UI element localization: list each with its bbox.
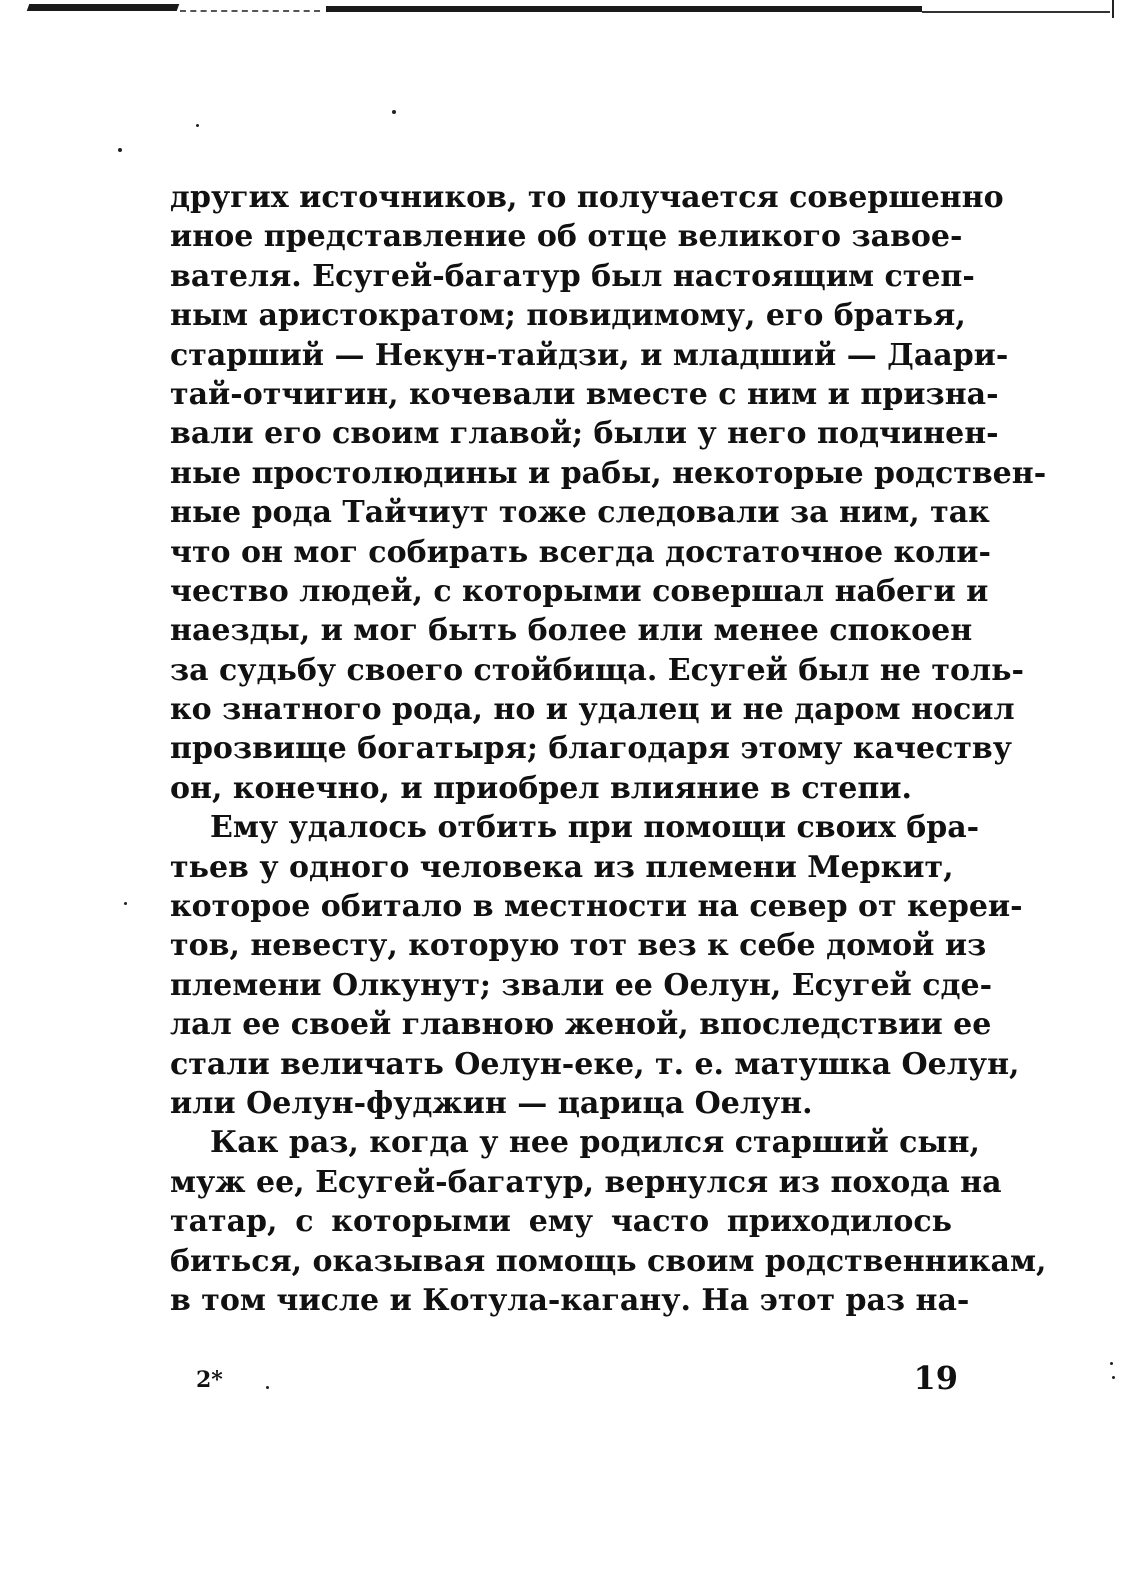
text-line: татар, с которыми ему часто приходилось: [170, 1204, 952, 1240]
text-line: ко знатного рода, но и удалец и не даром носил: [170, 692, 1015, 728]
text-line: в том числе и Котула-кагану. На этот раз на-: [170, 1282, 970, 1318]
text-line: тай-отчигин, кочевали вместе с ним и призна-: [170, 376, 999, 412]
text-line: ные рода Тайчиут тоже следовали за ним, так: [170, 495, 990, 531]
text-line: наезды, и мог быть более или менее спокоен: [170, 613, 973, 649]
text-line: Ему удалось отбить при помощи своих бра-: [210, 810, 980, 846]
text-line: чество людей, с которыми совершал набеги и: [170, 573, 989, 609]
scan-speck: [118, 148, 122, 152]
text-line: иное представление об отце великого завое-: [170, 219, 963, 255]
signature-mark: 2*: [196, 1367, 223, 1393]
text-line: вателя. Есугей-багатур был настоящим степ-: [170, 258, 975, 294]
scan-speck: [266, 1386, 269, 1389]
top-rule: [326, 6, 922, 12]
body-text: [170, 178, 1047, 1320]
text-line: муж ее, Есугей-багатур, вернулся из похода на: [170, 1164, 1002, 1200]
text-line: старший — Некун-тайдзи, и младший — Даари-: [170, 337, 1009, 373]
text-line: прозвище богатыря; благодаря этому качеству: [170, 731, 1012, 767]
text-line: тов, невесту, которую тот вез к себе домой из: [170, 928, 987, 964]
scan-speck: [196, 124, 199, 127]
text-line: тьев у одного человека из племени Меркит,: [170, 849, 954, 885]
scan-speck: [124, 902, 127, 905]
text-line: вали его своим главой; были у него подчинен-: [170, 416, 999, 452]
scan-artifact-top-right: [922, 11, 1110, 13]
text-line: что он мог собирать всегда достаточное коли-: [170, 534, 992, 570]
scan-speck: [1112, 1376, 1115, 1379]
scan-artifact-right-edge: [1112, 0, 1114, 18]
text-line: за судьбу своего стойбища. Есугей был не толь-: [170, 652, 1024, 688]
text-line: лал ее своей главною женой, впоследствии ее: [170, 1007, 992, 1043]
text-line: Как раз, когда у нее родился старший сын,: [210, 1125, 980, 1161]
scan-artifact-dashed-rule: [180, 10, 320, 12]
scan-speck: [392, 110, 396, 114]
text-line: других источников, то получается совершенно: [170, 180, 1004, 215]
text-line: стали величать Оелун-еке, т. е. матушка Оелун,: [170, 1046, 1020, 1082]
page-number: 19: [913, 1359, 958, 1397]
scan-speck: [1110, 1362, 1113, 1365]
text-line: племени Олкунут; звали ее Оелун, Есугей сде-: [170, 967, 993, 1003]
text-line: биться, оказывая помощь своим родственникам,: [170, 1243, 1047, 1279]
text-line: ным аристократом; повидимому, его братья,: [170, 298, 966, 334]
text-line: ные простолюдины и рабы, некоторые родствен-: [170, 455, 1047, 491]
text-line: или Оелун-фуджин — царица Оелун.: [170, 1085, 813, 1121]
text-line: он, конечно, и приобрел влияние в степи.: [170, 770, 912, 806]
text-line: которое обитало в местности на север от кереи-: [170, 889, 1023, 925]
scan-artifact-top-left: [27, 4, 180, 11]
